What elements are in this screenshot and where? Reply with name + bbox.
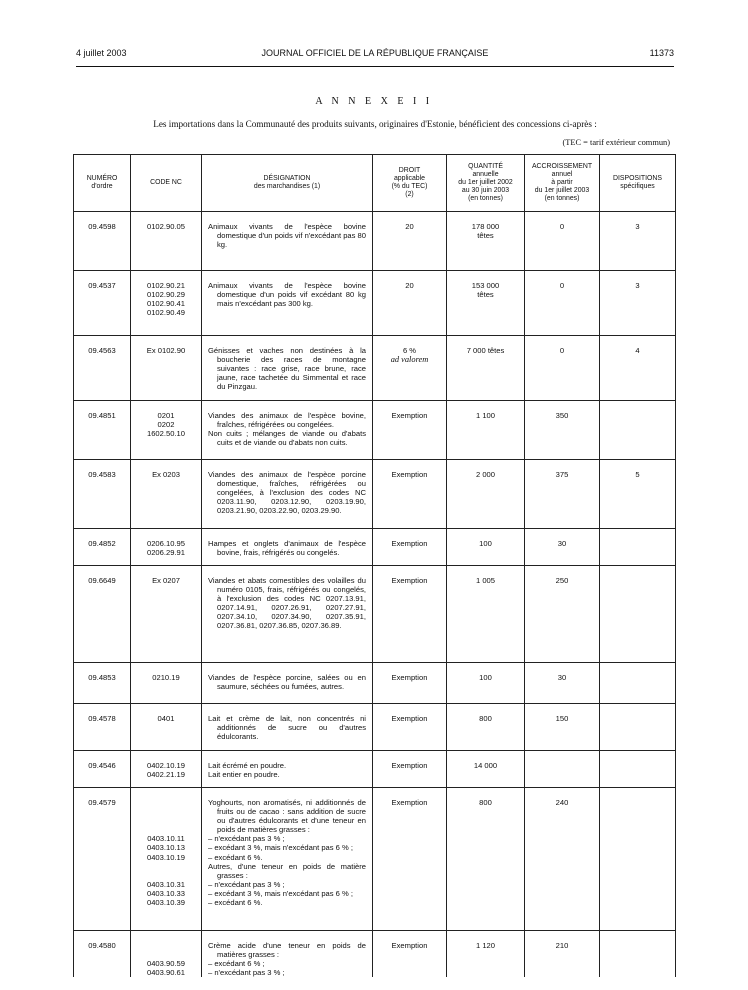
cell-code (131, 212, 202, 271)
table-row (74, 704, 676, 751)
cell-numero: 09.4537 (74, 271, 131, 336)
col-header-line: du 1er juillet 2003 (534, 187, 590, 194)
droit-value: Exemption (391, 470, 428, 479)
cell-quantite (447, 271, 525, 336)
code-nc: 1602.50.10 (146, 429, 185, 439)
cell-designation (202, 460, 373, 529)
cell-droit (373, 663, 447, 704)
col-header-line: (2) (405, 191, 414, 198)
designation-line: Lait écrémé en poudre. (208, 761, 287, 770)
cell-dispositions (600, 788, 676, 931)
header-date: 4 juillet 2003 (76, 48, 127, 58)
table-row (74, 401, 676, 460)
cell-numero: 09.4852 (74, 529, 131, 566)
designation-line: Viandes des animaux de l'espèce bovine, fraîches, réfrigérées ou congelées. (208, 411, 366, 430)
designation-line: Lait et crème de lait, non concentrés ni additionnés de sucre ou d'autres édulcorants. (208, 714, 366, 742)
code-nc: Ex 0102.90 (146, 346, 186, 355)
cell-accroissement: 375 (525, 460, 600, 529)
col-header-quantite (447, 155, 525, 212)
table-row (74, 751, 676, 788)
cell-designation (202, 788, 373, 931)
col-header-line: DÉSIGNATION (263, 175, 311, 182)
cell-droit (373, 529, 447, 566)
cell-designation (202, 336, 373, 401)
code-nc (131, 950, 201, 959)
cell-accroissement: 240 (525, 788, 600, 931)
cell-droit (373, 751, 447, 788)
code-nc: 0403.90.59 (146, 959, 185, 969)
cell-code (131, 336, 202, 401)
table-row (74, 212, 676, 271)
designation-line: Viandes et abats comestibles des volailles du numéro 0105, frais, réfrigérés ou congelés, à l'exclusion des codes NC 0207.13.91, 0207.14.91, 0207.26.91, 0207.27.91, 0207.34.10, 0207.34.90, 0207.35.91, 0207.36.81, 0207.36.85, 0207.36.89. (208, 576, 366, 631)
code-nc: 0403.10.39 (146, 898, 185, 908)
droit-value: 20 (405, 281, 414, 290)
droit-extra: ad valorem (390, 355, 429, 365)
cell-code (131, 460, 202, 529)
table-row (74, 931, 676, 978)
code-nc: 0402.10.19 (146, 761, 185, 770)
code-nc (131, 825, 201, 834)
col-header-line: applicable (393, 175, 426, 182)
cell-numero: 09.6649 (74, 566, 131, 663)
quantite-value: têtes (477, 231, 494, 241)
code-nc: 0403.10.11 (147, 834, 185, 844)
designation-line: Yoghourts, non aromatisés, ni additionnés de fruits ou de cacao : sans addition de sucre ou d'autres édulcorants et d'une teneur en poids de matières grasses : (208, 798, 366, 835)
cell-code (131, 751, 202, 788)
cell-dispositions: 5 (600, 460, 676, 529)
cell-code (131, 271, 202, 336)
cell-code (131, 401, 202, 460)
col-header-dispositions (600, 155, 676, 212)
designation-line: Non cuits ; mélanges de viande ou d'abats cuits et de viande ou d'abats non cuits. (208, 429, 366, 448)
cell-droit (373, 401, 447, 460)
code-nc (131, 862, 201, 871)
droit-value: Exemption (391, 673, 428, 682)
col-header-droit (373, 155, 447, 212)
cell-quantite (447, 751, 525, 788)
cell-dispositions: 3 (600, 271, 676, 336)
table-header-row (74, 155, 676, 212)
cell-numero: 09.4583 (74, 460, 131, 529)
cell-dispositions (600, 931, 676, 978)
cell-accroissement: 250 (525, 566, 600, 663)
designation-line: – excédant 3 %, mais n'excédant pas 6 % ; (208, 888, 353, 898)
quantite-value: 2 000 (475, 470, 495, 479)
designation-line: Autres, d'une teneur en poids de matière grasses : (208, 861, 366, 880)
cell-designation (202, 751, 373, 788)
cell-numero: 09.4580 (74, 931, 131, 978)
code-nc: 0102.90.41 (146, 299, 185, 309)
col-header-line: au 30 juin 2003 (461, 187, 510, 194)
cell-code (131, 931, 202, 978)
cell-quantite (447, 663, 525, 704)
col-header-line: des marchandises (1) (253, 183, 321, 190)
cell-dispositions (600, 566, 676, 663)
annex-title: A N N E X E I I (315, 96, 433, 107)
cell-droit (373, 704, 447, 751)
code-nc (131, 871, 201, 880)
cell-numero: 09.4579 (74, 788, 131, 931)
cell-quantite (447, 788, 525, 931)
cell-droit (373, 566, 447, 663)
cell-accroissement: 0 (525, 212, 600, 271)
header-journal-title: JOURNAL OFFICIEL DE LA RÉPUBLIQUE FRANÇAISE (261, 48, 489, 58)
code-nc: 0210.19 (152, 673, 180, 682)
cell-quantite (447, 529, 525, 566)
code-nc: 0403.10.31 (146, 879, 185, 889)
quantite-value: têtes (477, 290, 494, 300)
header-rule (76, 66, 674, 67)
cell-accroissement: 350 (525, 401, 600, 460)
quantite-value: 7 000 têtes (466, 346, 505, 355)
cell-numero: 09.4851 (74, 401, 131, 460)
cell-accroissement: 210 (525, 931, 600, 978)
designation-line: Crème acide d'une teneur en poids de matières grasses : (208, 941, 366, 960)
quantite-value: 100 (479, 539, 492, 548)
droit-value: Exemption (391, 798, 428, 807)
table-row (74, 460, 676, 529)
designation-line: – n'excédant pas 3 % ; (208, 879, 285, 889)
cell-droit (373, 271, 447, 336)
cell-designation (202, 529, 373, 566)
quantite-value: 800 (479, 798, 492, 807)
droit-value: Exemption (391, 576, 428, 585)
cell-dispositions (600, 529, 676, 566)
col-header-line: d'ordre (91, 183, 113, 190)
code-nc: 0102.90.49 (146, 308, 185, 318)
designation-line: Animaux vivants de l'espèce bovine domestique d'un poids vif n'excédant pas 80 kg. (208, 222, 366, 250)
code-nc: 0403.90.61 (146, 968, 185, 978)
quantite-value: 178 000 (471, 222, 500, 231)
code-nc (131, 816, 201, 825)
col-header-line: du 1er juillet 2002 (458, 179, 513, 186)
tec-note: (TEC = tarif extérieur commun) (562, 138, 670, 147)
cell-code (131, 663, 202, 704)
cell-designation (202, 663, 373, 704)
code-nc: Ex 0203 (152, 470, 180, 479)
cell-quantite (447, 931, 525, 978)
code-nc: 0206.29.91 (146, 548, 185, 558)
code-nc (131, 807, 201, 816)
code-nc: Ex 0207 (152, 576, 180, 585)
droit-value: 6 % (402, 346, 417, 355)
designation-line: – n'excédant pas 3 % ; (208, 968, 285, 978)
cell-dispositions (600, 751, 676, 788)
code-nc: 0102.90.21 (146, 281, 185, 290)
col-header-line: à partir (551, 179, 573, 186)
cell-accroissement: 30 (525, 663, 600, 704)
quantite-value: 14 000 (473, 761, 498, 770)
code-nc: 0403.10.33 (146, 888, 185, 898)
col-header-numero (74, 155, 131, 212)
cell-numero: 09.4563 (74, 336, 131, 401)
cell-quantite (447, 336, 525, 401)
cell-accroissement: 30 (525, 529, 600, 566)
cell-accroissement (525, 751, 600, 788)
cell-designation (202, 931, 373, 978)
quantite-value: 1 100 (475, 411, 495, 420)
droit-value: Exemption (391, 714, 428, 723)
cell-code (131, 566, 202, 663)
cell-droit (373, 460, 447, 529)
cell-code (131, 704, 202, 751)
cell-code (131, 529, 202, 566)
col-header-line: QUANTITÉ (468, 163, 503, 170)
quantite-value: 1 120 (475, 941, 495, 950)
quantite-value: 100 (479, 673, 492, 682)
code-nc: 0202 (157, 420, 175, 430)
droit-value: Exemption (391, 761, 428, 770)
header-page-number: 11373 (649, 48, 674, 58)
designation-line: – excédant 6 %. (208, 898, 263, 908)
designation-line: – excédant 6 %. (208, 852, 263, 862)
quantite-value: 800 (479, 714, 492, 723)
col-header-line: ACCROISSEMENT (531, 163, 593, 170)
designation-line: Animaux vivants de l'espèce bovine domestique d'un poids vif excédant 80 kg mais n'excédant pas 300 kg. (208, 281, 366, 309)
designation-line: – excédant 3 %, mais n'excédant pas 6 % ; (208, 843, 353, 853)
col-header-line: CODE NC (150, 179, 182, 186)
droit-value: Exemption (391, 411, 428, 420)
code-nc: 0201 (157, 411, 175, 420)
col-header-line: (en tonnes) (468, 195, 503, 202)
col-header-line: (% du TEC) (391, 183, 428, 190)
cell-numero: 09.4546 (74, 751, 131, 788)
cell-droit (373, 212, 447, 271)
col-header-code (131, 155, 202, 212)
col-header-line: annuel (551, 171, 573, 178)
running-header (76, 48, 674, 62)
cell-dispositions (600, 401, 676, 460)
code-nc: 0102.90.29 (146, 290, 185, 300)
code-nc: 0403.10.19 (146, 852, 185, 862)
col-header-line: DISPOSITIONS (612, 175, 662, 182)
cell-droit (373, 336, 447, 401)
code-nc: 0401 (157, 714, 175, 723)
code-nc: 0102.90.05 (146, 222, 185, 231)
cell-designation (202, 704, 373, 751)
quantite-value: 1 005 (475, 576, 495, 585)
cell-accroissement: 0 (525, 271, 600, 336)
designation-line: Hampes et onglets d'animaux de l'espèce bovine, frais, réfrigérés ou congelés. (208, 539, 366, 558)
cell-dispositions (600, 704, 676, 751)
table-row (74, 529, 676, 566)
code-nc: 0402.21.19 (146, 770, 185, 780)
cell-code (131, 788, 202, 931)
col-header-accroissement (525, 155, 600, 212)
cell-dispositions: 3 (600, 212, 676, 271)
droit-value: 20 (405, 222, 414, 231)
code-nc: 0403.10.13 (146, 843, 185, 853)
designation-line: – excédant 6 % ; (208, 959, 265, 969)
cell-droit (373, 931, 447, 978)
col-header-line: spécifiques (620, 183, 655, 190)
table-row (74, 788, 676, 931)
cell-numero: 09.4853 (74, 663, 131, 704)
code-nc: 0206.10.95 (146, 539, 185, 548)
cell-quantite (447, 460, 525, 529)
code-nc (131, 941, 201, 950)
col-header-line: (en tonnes) (544, 195, 580, 202)
cell-droit (373, 788, 447, 931)
designation-line: Viandes de l'espèce porcine, salées ou en saumure, séchées ou fumées, autres. (208, 673, 366, 692)
cell-quantite (447, 566, 525, 663)
quantite-value: 153 000 (471, 281, 500, 290)
table-row (74, 271, 676, 336)
cell-designation (202, 271, 373, 336)
cell-dispositions (600, 663, 676, 704)
designation-line: – n'excédant pas 3 % ; (208, 834, 285, 844)
cell-numero: 09.4578 (74, 704, 131, 751)
cell-quantite (447, 401, 525, 460)
col-header-line: NUMÉRO (86, 175, 118, 182)
designation-line: Lait entier en poudre. (208, 770, 280, 780)
droit-value: Exemption (391, 539, 428, 548)
droit-value: Exemption (391, 941, 428, 950)
designation-line: Génisses et vaches non destinées à la boucherie des races de montagne suivantes : race grise, race brune, race jaune, race tachetée du Simmental et race du Pinzgau. (208, 346, 366, 392)
cell-designation (202, 566, 373, 663)
designation-line: Viandes des animaux de l'espèce porcine domestique, fraîches, réfrigérées ou congelées, à l'exclusion des codes NC 0203.11.90, 0203.12.90, 0203.19.90, 0203.21.90, 0203.22.90, 0203.29.90. (208, 470, 366, 516)
table-row (74, 336, 676, 401)
table-row (74, 663, 676, 704)
concessions-table (73, 154, 676, 977)
cell-numero: 09.4598 (74, 212, 131, 271)
cell-quantite (447, 212, 525, 271)
cell-accroissement: 0 (525, 336, 600, 401)
col-header-line: DROIT (398, 167, 421, 174)
cell-quantite (447, 704, 525, 751)
intro-paragraph: Les importations dans la Communauté des produits suivants, originaires d'Estonie, bénéficient des concessions ci-après : (153, 119, 597, 129)
col-header-designation (202, 155, 373, 212)
code-nc (131, 798, 201, 807)
cell-designation (202, 401, 373, 460)
cell-accroissement: 150 (525, 704, 600, 751)
cell-designation (202, 212, 373, 271)
col-header-line: annuelle (472, 171, 499, 178)
table-row (74, 566, 676, 663)
cell-dispositions: 4 (600, 336, 676, 401)
